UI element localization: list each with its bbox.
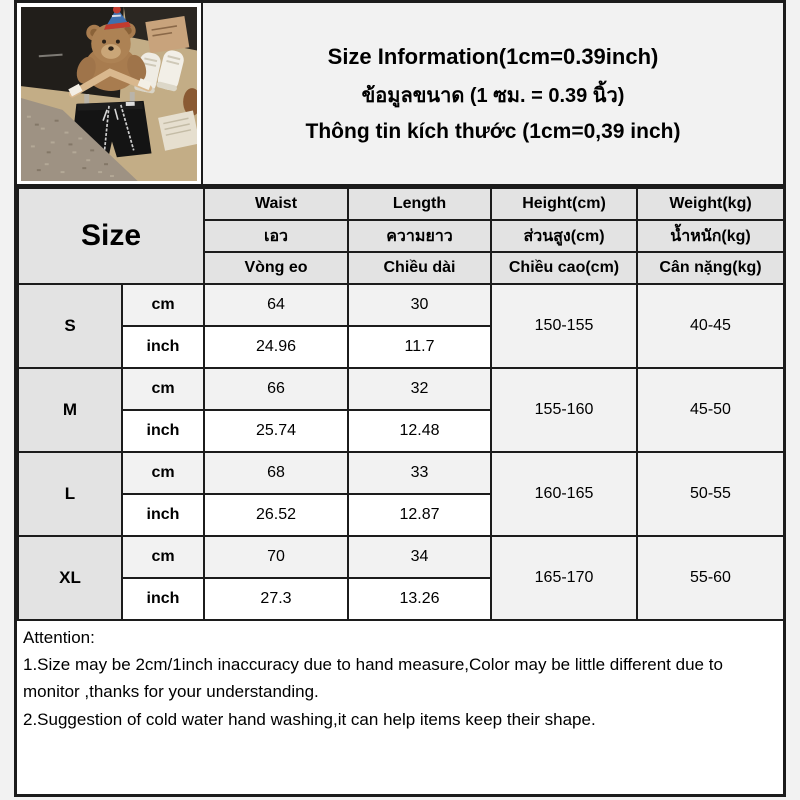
unit-cm: cm	[122, 452, 204, 494]
l-weight: 50-55	[637, 452, 784, 536]
title-english: Size Information(1cm=0.39inch)	[327, 43, 659, 69]
title-cell	[203, 3, 783, 184]
unit-cm: cm	[122, 536, 204, 578]
m-waist-cm: 66	[204, 368, 348, 410]
unit-inch: inch	[122, 410, 204, 452]
header-length-th: ความยาว	[348, 220, 491, 252]
header-waist-en: Waist	[204, 188, 348, 220]
size-header-cell: Size	[18, 188, 204, 284]
m-weight: 45-50	[637, 368, 784, 452]
header-weight-vi: Cân nặng(kg)	[637, 252, 784, 284]
product-photo-cell	[17, 3, 203, 184]
size-table	[17, 187, 785, 621]
s-length-cm: 30	[348, 284, 491, 326]
xl-length-inch: 13.26	[348, 578, 491, 620]
unit-inch: inch	[122, 578, 204, 620]
l-length-inch: 12.87	[348, 494, 491, 536]
size-chart-frame	[14, 0, 786, 797]
s-height: 150-155	[491, 284, 637, 368]
l-waist-inch: 26.52	[204, 494, 348, 536]
attention-note-1: 1.Size may be 2cm/1inch inaccuracy due to hand measure,Color may be little different due to monitor ,thanks for your understanding.	[23, 655, 723, 702]
unit-cm: cm	[122, 368, 204, 410]
unit-inch: inch	[122, 494, 204, 536]
header-height-th: ส่วนสูง(cm)	[491, 220, 637, 252]
s-waist-cm: 64	[204, 284, 348, 326]
row-l-cm	[18, 452, 784, 494]
header-height-vi: Chiều cao(cm)	[491, 252, 637, 284]
size-label-s: S	[18, 284, 122, 368]
l-height: 160-165	[491, 452, 637, 536]
header-row-english	[18, 188, 784, 220]
size-label-xl: XL	[18, 536, 122, 620]
l-waist-cm: 68	[204, 452, 348, 494]
s-waist-inch: 24.96	[204, 326, 348, 368]
product-photo-illustration	[21, 7, 197, 181]
header-length-en: Length	[348, 188, 491, 220]
s-weight: 40-45	[637, 284, 784, 368]
m-length-inch: 12.48	[348, 410, 491, 452]
title-thai: ข้อมูลขนาด (1 ซม. = 0.39 นิ้ว)	[361, 84, 625, 107]
header-height-en: Height(cm)	[491, 188, 637, 220]
top-row	[17, 3, 783, 187]
unit-inch: inch	[122, 326, 204, 368]
kraft-card	[145, 15, 189, 52]
xl-height: 165-170	[491, 536, 637, 620]
xl-waist-inch: 27.3	[204, 578, 348, 620]
m-height: 155-160	[491, 368, 637, 452]
s-length-inch: 11.7	[348, 326, 491, 368]
xl-waist-cm: 70	[204, 536, 348, 578]
header-waist-th: เอว	[204, 220, 348, 252]
row-xl-cm	[18, 536, 784, 578]
row-s-cm	[18, 284, 784, 326]
size-label-m: M	[18, 368, 122, 452]
xl-length-cm: 34	[348, 536, 491, 578]
attention-note-2: 2.Suggestion of cold water hand washing,it can help items keep their shape.	[23, 709, 596, 729]
attention-section	[17, 621, 783, 794]
xl-weight: 55-60	[637, 536, 784, 620]
header-weight-en: Weight(kg)	[637, 188, 784, 220]
row-m-cm	[18, 368, 784, 410]
header-weight-th: น้ำหนัก(kg)	[637, 220, 784, 252]
header-waist-vi: Vòng eo	[204, 252, 348, 284]
size-label-l: L	[18, 452, 122, 536]
title-vietnamese: Thông tin kích thước (1cm=0,39 inch)	[305, 119, 681, 143]
header-length-vi: Chiều dài	[348, 252, 491, 284]
l-length-cm: 33	[348, 452, 491, 494]
m-waist-inch: 25.74	[204, 410, 348, 452]
attention-heading: Attention:	[23, 628, 95, 647]
m-length-cm: 32	[348, 368, 491, 410]
unit-cm: cm	[122, 284, 204, 326]
